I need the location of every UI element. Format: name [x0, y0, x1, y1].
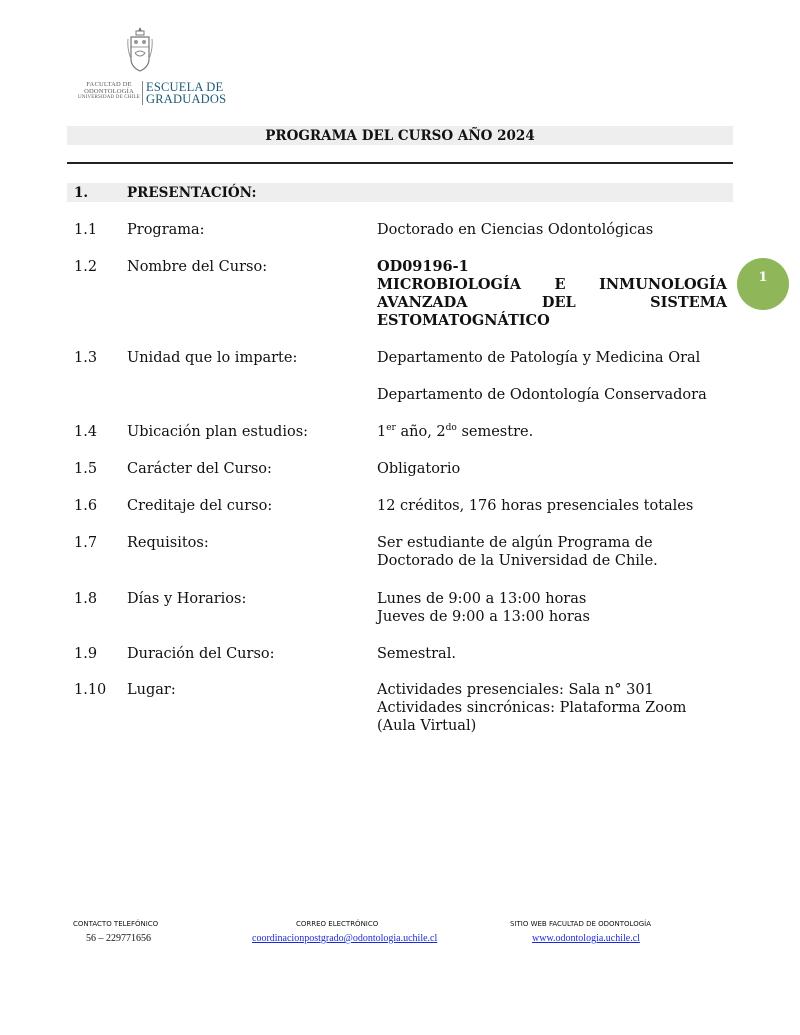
course-name — [377, 258, 727, 330]
logo-divider — [142, 81, 143, 105]
item-number: 1.4 — [74, 424, 98, 440]
university-crest-icon — [127, 25, 153, 77]
item-value: Doctorado en Ciencias Odontológicas — [377, 222, 654, 238]
item-number: 1.8 — [74, 591, 98, 607]
course-title-line: AVANZADA DEL SISTEMA — [377, 294, 727, 311]
footer-email-link[interactable]: coordinacionpostgrado@odontologia.uchile.cl — [252, 933, 438, 944]
footer-web-link[interactable]: www.odontologia.uchile.cl — [532, 933, 640, 944]
department: Departamento de Odontología Conservadora — [377, 387, 707, 403]
page-title: PROGRAMA DEL CURSO AÑO 2024 — [67, 126, 733, 145]
section-title: PRESENTACIÓN: — [127, 185, 257, 201]
faculty-logo — [74, 25, 234, 107]
item-label: Lugar: — [127, 682, 176, 698]
item-label: Nombre del Curso: — [127, 259, 268, 275]
footer-web-label: SITIO WEB FACULTAD DE ODONTOLOGÍA — [510, 920, 651, 928]
item-number: 1.9 — [74, 646, 98, 662]
item-label: Carácter del Curso: — [127, 461, 272, 477]
item-value: 12 créditos, 176 horas presenciales totales — [377, 498, 694, 514]
title-divider — [67, 162, 733, 164]
item-number: 1.3 — [74, 350, 98, 366]
item-number: 1.7 — [74, 535, 98, 551]
item-label: Unidad que lo imparte: — [127, 350, 298, 366]
item-number: 1.10 — [74, 682, 107, 698]
page-number-badge: 1 — [737, 258, 789, 310]
item-value: Actividades presenciales: Sala n° 301 Actividades sincrónicas: Plataforma Zoom (Aula Virtual) — [377, 682, 687, 734]
department: Departamento de Patología y Medicina Oral — [377, 350, 701, 366]
course-title-line: MICROBIOLOGÍA E INMUNOLOGÍA — [377, 276, 727, 293]
faculty-name: FACULTAD DE ODONTOLOGÍA UNIVERSIDAD DE CHILE — [77, 81, 141, 100]
item-label: Ubicación plan estudios: — [127, 424, 309, 440]
section-number: 1. — [74, 185, 89, 201]
item-number: 1.1 — [74, 222, 98, 238]
item-label: Días y Horarios: — [127, 591, 247, 607]
item-number: 1.2 — [74, 259, 98, 275]
item-number: 1.6 — [74, 498, 98, 514]
item-value: 1er año, $2^{do}$ semestre. — [377, 423, 534, 440]
footer-email-label: CORREO ELECTRÓNICO — [296, 920, 379, 928]
footer-phone-label: CONTACTO TELEFÓNICO — [73, 920, 159, 928]
item-label: Duración del Curso: — [127, 646, 275, 662]
item-label: Creditaje del curso: — [127, 498, 273, 514]
footer-phone: 56 – 229771656 — [86, 933, 151, 944]
course-title-line: ESTOMATOGNÁTICO — [377, 312, 550, 329]
item-value: Obligatorio — [377, 461, 461, 477]
section-header — [67, 183, 733, 202]
item-value — [377, 349, 727, 404]
item-value: Lunes de 9:00 a 13:00 horas Jueves de 9:00 a 13:00 horas — [377, 591, 590, 625]
item-label: Requisitos: — [127, 535, 209, 551]
course-code: OD09196-1 — [377, 258, 469, 275]
item-number: 1.5 — [74, 461, 98, 477]
item-value: Semestral. — [377, 646, 456, 662]
item-label: Programa: — [127, 222, 205, 238]
school-name: ESCUELA DE GRADUADOS — [146, 80, 227, 106]
item-value: Ser estudiante de algún Programa de Doctorado de la Universidad de Chile. — [377, 535, 658, 569]
